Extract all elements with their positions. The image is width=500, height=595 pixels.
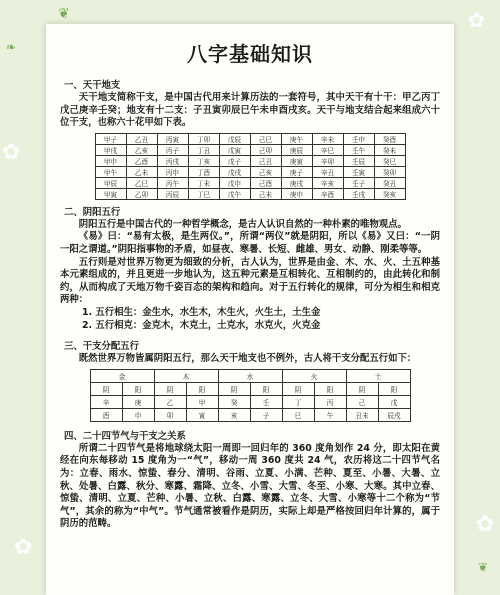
- table-cell: 戊子: [219, 155, 250, 166]
- table-cell: 乙亥: [126, 144, 157, 155]
- table-cell: 阴: [282, 382, 314, 395]
- table-cell: 己卯: [250, 144, 281, 155]
- table-header-row: [90, 369, 410, 382]
- table-cell: 巳: [282, 408, 314, 421]
- table-cell: 戊戌: [219, 166, 250, 177]
- element-header-cell: 木: [154, 369, 218, 382]
- flower-icon-right: ✿: [476, 512, 495, 537]
- flower-icon-bottom-left: ✿: [14, 535, 33, 560]
- table-cell: 乙丑: [126, 133, 157, 144]
- element-header-cell: 水: [218, 369, 282, 382]
- list-item-sheng: 1. 五行相生：金生水，水生木，木生火，火生土，土生金: [82, 306, 321, 318]
- page-title: 八字基础知识: [187, 42, 313, 66]
- table-cell: 乙酉: [126, 155, 157, 166]
- table-cell: 庚辰: [281, 144, 312, 155]
- table-cell: 寅: [186, 408, 218, 421]
- table-cell: 丙寅: [157, 133, 188, 144]
- table-cell: 癸未: [374, 144, 405, 155]
- table-cell: 戊辰: [219, 133, 250, 144]
- table-cell: 阴: [218, 382, 250, 395]
- table-row: [95, 188, 405, 199]
- table-cell: 癸巳: [374, 155, 405, 166]
- table-cell: 庚寅: [281, 155, 312, 166]
- paragraph-yinyang-2: 《易》曰：“易有太极，是生两仪。”，所谓“两仪”就是阴阳，所以《易》又曰：“一阴一阳之谓道。”阴阳指事物的矛盾，如昼夜、寒暑、长短、雌雄、男女、动静、刚柔等等。: [60, 231, 440, 255]
- table-cell: 壬戌: [343, 188, 374, 199]
- flower-icon-left: ✿: [2, 140, 21, 165]
- paragraph-ganzhi: 天干地支简称干支，是中国古代用来计算历法的一套符号，其中天干有十干：甲乙丙丁戊己庚辛壬癸；地支有十二支：子丑寅卯辰巳午未申酉戌亥。天干与地支结合起来组成六十位干支，也称六十花甲如下表。: [60, 92, 440, 129]
- table-cell: 丙午: [157, 177, 188, 188]
- table-cell: 戊: [378, 395, 410, 408]
- table-cell: 辛: [90, 395, 122, 408]
- table-cell: 乙卯: [126, 188, 157, 199]
- table-cell: 阳: [378, 382, 410, 395]
- section-heading-3: 三、干支分配五行: [64, 341, 140, 353]
- table-cell: 己亥: [250, 166, 281, 177]
- document-page: [46, 24, 454, 595]
- paragraph-ganzhi-wuxing: 既然世界万物皆属阴阳五行，那么天干地支也不例外，古人将干支分配五行如下：: [78, 353, 417, 365]
- paragraph-yinyang-1: 阴阳五行是中国古代的一种哲学概念，是古人认识自然的一种朴素的唯物观点。: [78, 218, 407, 230]
- section-heading-1: 一、天干地支: [64, 80, 121, 91]
- table-cell: 庚子: [281, 166, 312, 177]
- element-header-cell: 火: [282, 369, 346, 382]
- table-cell: 辛卯: [312, 155, 343, 166]
- leaf-icon-left: ❧: [6, 40, 17, 54]
- table-cell: 甲戌: [95, 144, 126, 155]
- flower-icon-top-right: ✿: [468, 8, 485, 32]
- table-cell: 庚申: [281, 188, 312, 199]
- table-cell: 子: [250, 408, 282, 421]
- table-cell: 乙巳: [126, 177, 157, 188]
- table-cell: 阳: [250, 382, 282, 395]
- table-cell: 辛亥: [312, 177, 343, 188]
- leaf-icon-bottom-right: ❦: [478, 560, 489, 574]
- table-cell: 亥: [218, 408, 250, 421]
- table-cell: 庚戌: [281, 177, 312, 188]
- paragraph-jieqi: 所谓二十四节气是将地球绕太阳一周即一回归年的 360 度角划作 24 分，即太阳在黄经在向东每移动 15 度角为一“气”，移动一周 360 度共 24 气，农历将这二十四节气名为：立春、雨水、惊蛰、春分、清明、谷雨、立夏、小满、芒种、夏至、小暑、大暑、立秋、处暑、白露、秋分、寒露、霜降、立冬、小雪、大雪、冬至、小寒、大寒。其中立春、惊蛰、清明、立夏、芒种、小暑、立秋、白露、寒露、立冬、大雪、小寒等十二个称为“节气”，其余的称为“中气”。节气通常被看作是阴历，实际上却是严格按回归年计算的，属于阴历的范畴。: [60, 442, 440, 530]
- table-cell: 丁酉: [188, 166, 219, 177]
- table-cell: 壬午: [343, 144, 374, 155]
- table-cell: 丙: [314, 395, 346, 408]
- table-cell: 丁巳: [188, 188, 219, 199]
- table-cell: 辰戌: [378, 408, 410, 421]
- table-row: [90, 382, 410, 395]
- section-heading-2: 二、阴阳五行: [64, 206, 121, 218]
- table-row: [90, 395, 410, 408]
- table-cell: 甲申: [95, 155, 126, 166]
- table-row: [95, 144, 405, 155]
- table-cell: 阴: [154, 382, 186, 395]
- table-cell: 丁亥: [188, 155, 219, 166]
- table-cell: 庚午: [281, 133, 312, 144]
- table-cell: 壬辰: [343, 155, 374, 166]
- table-cell: 丁丑: [188, 144, 219, 155]
- table-cell: 丑未: [346, 408, 378, 421]
- table-cell: 壬寅: [343, 166, 374, 177]
- table-cell: 壬子: [343, 177, 374, 188]
- table-cell: 戊午: [219, 188, 250, 199]
- table-row: [95, 166, 405, 177]
- table-cell: 丙申: [157, 166, 188, 177]
- table-cell: 阳: [122, 382, 154, 395]
- table-cell: 己: [346, 395, 378, 408]
- table-cell: 癸丑: [374, 177, 405, 188]
- table-cell: 戊申: [219, 177, 250, 188]
- table-cell: 庚: [122, 395, 154, 408]
- table-cell: 酉: [90, 408, 122, 421]
- table-cell: 甲: [186, 395, 218, 408]
- wuxing-table: [90, 369, 411, 422]
- table-cell: 阳: [186, 382, 218, 395]
- table-cell: 午: [314, 408, 346, 421]
- table-cell: 丙辰: [157, 188, 188, 199]
- table-cell: 壬: [250, 395, 282, 408]
- table-cell: 壬申: [343, 133, 374, 144]
- table-cell: 申: [122, 408, 154, 421]
- table-cell: 戊寅: [219, 144, 250, 155]
- table-cell: 阳: [314, 382, 346, 395]
- table-cell: 癸卯: [374, 166, 405, 177]
- table-cell: 丁: [282, 395, 314, 408]
- table-row: [90, 408, 410, 421]
- table-cell: 辛丑: [312, 166, 343, 177]
- table-cell: 甲寅: [95, 188, 126, 199]
- table-cell: 丁卯: [188, 133, 219, 144]
- table-cell: 癸酉: [374, 133, 405, 144]
- table-cell: 丁未: [188, 177, 219, 188]
- sixty-jiazi-table: [95, 133, 406, 200]
- list-item-ke: 2. 五行相克：金克木，木克土，土克水，水克火，火克金: [82, 319, 321, 331]
- table-cell: 辛巳: [312, 144, 343, 155]
- paragraph-wuxing: 五行则是对世界万物更为细致的分析，古人认为，世界是由金、木、水、火、土五种基本元素组成的，并且更进一步地认为，这五种元素是互相转化、互相制约的，由此转化和制约，从而构成了天地万物千姿百态的架构和趋向。对于五行转化的规律，可分为相生和相克两种：: [60, 256, 440, 306]
- table-cell: 卯: [154, 408, 186, 421]
- table-cell: 乙: [154, 395, 186, 408]
- section-heading-4: 四、二十四节气与干支之关系: [64, 430, 186, 442]
- table-row: [95, 133, 405, 144]
- table-cell: 乙未: [126, 166, 157, 177]
- table-cell: 阴: [90, 382, 122, 395]
- table-cell: 己未: [250, 188, 281, 199]
- table-cell: 丙子: [157, 144, 188, 155]
- leaf-icon-top-left: ❦: [58, 6, 70, 22]
- table-cell: 癸: [218, 395, 250, 408]
- table-cell: 阴: [346, 382, 378, 395]
- table-cell: 己巳: [250, 133, 281, 144]
- element-header-cell: 金: [90, 369, 154, 382]
- table-cell: 丙戌: [157, 155, 188, 166]
- element-header-cell: 土: [346, 369, 410, 382]
- table-cell: 甲子: [95, 133, 126, 144]
- table-cell: 辛酉: [312, 188, 343, 199]
- table-row: [95, 177, 405, 188]
- table-cell: 辛未: [312, 133, 343, 144]
- table-cell: 己丑: [250, 155, 281, 166]
- table-cell: 甲午: [95, 166, 126, 177]
- table-cell: 甲辰: [95, 177, 126, 188]
- table-cell: 癸亥: [374, 188, 405, 199]
- table-cell: 己酉: [250, 177, 281, 188]
- table-row: [95, 155, 405, 166]
